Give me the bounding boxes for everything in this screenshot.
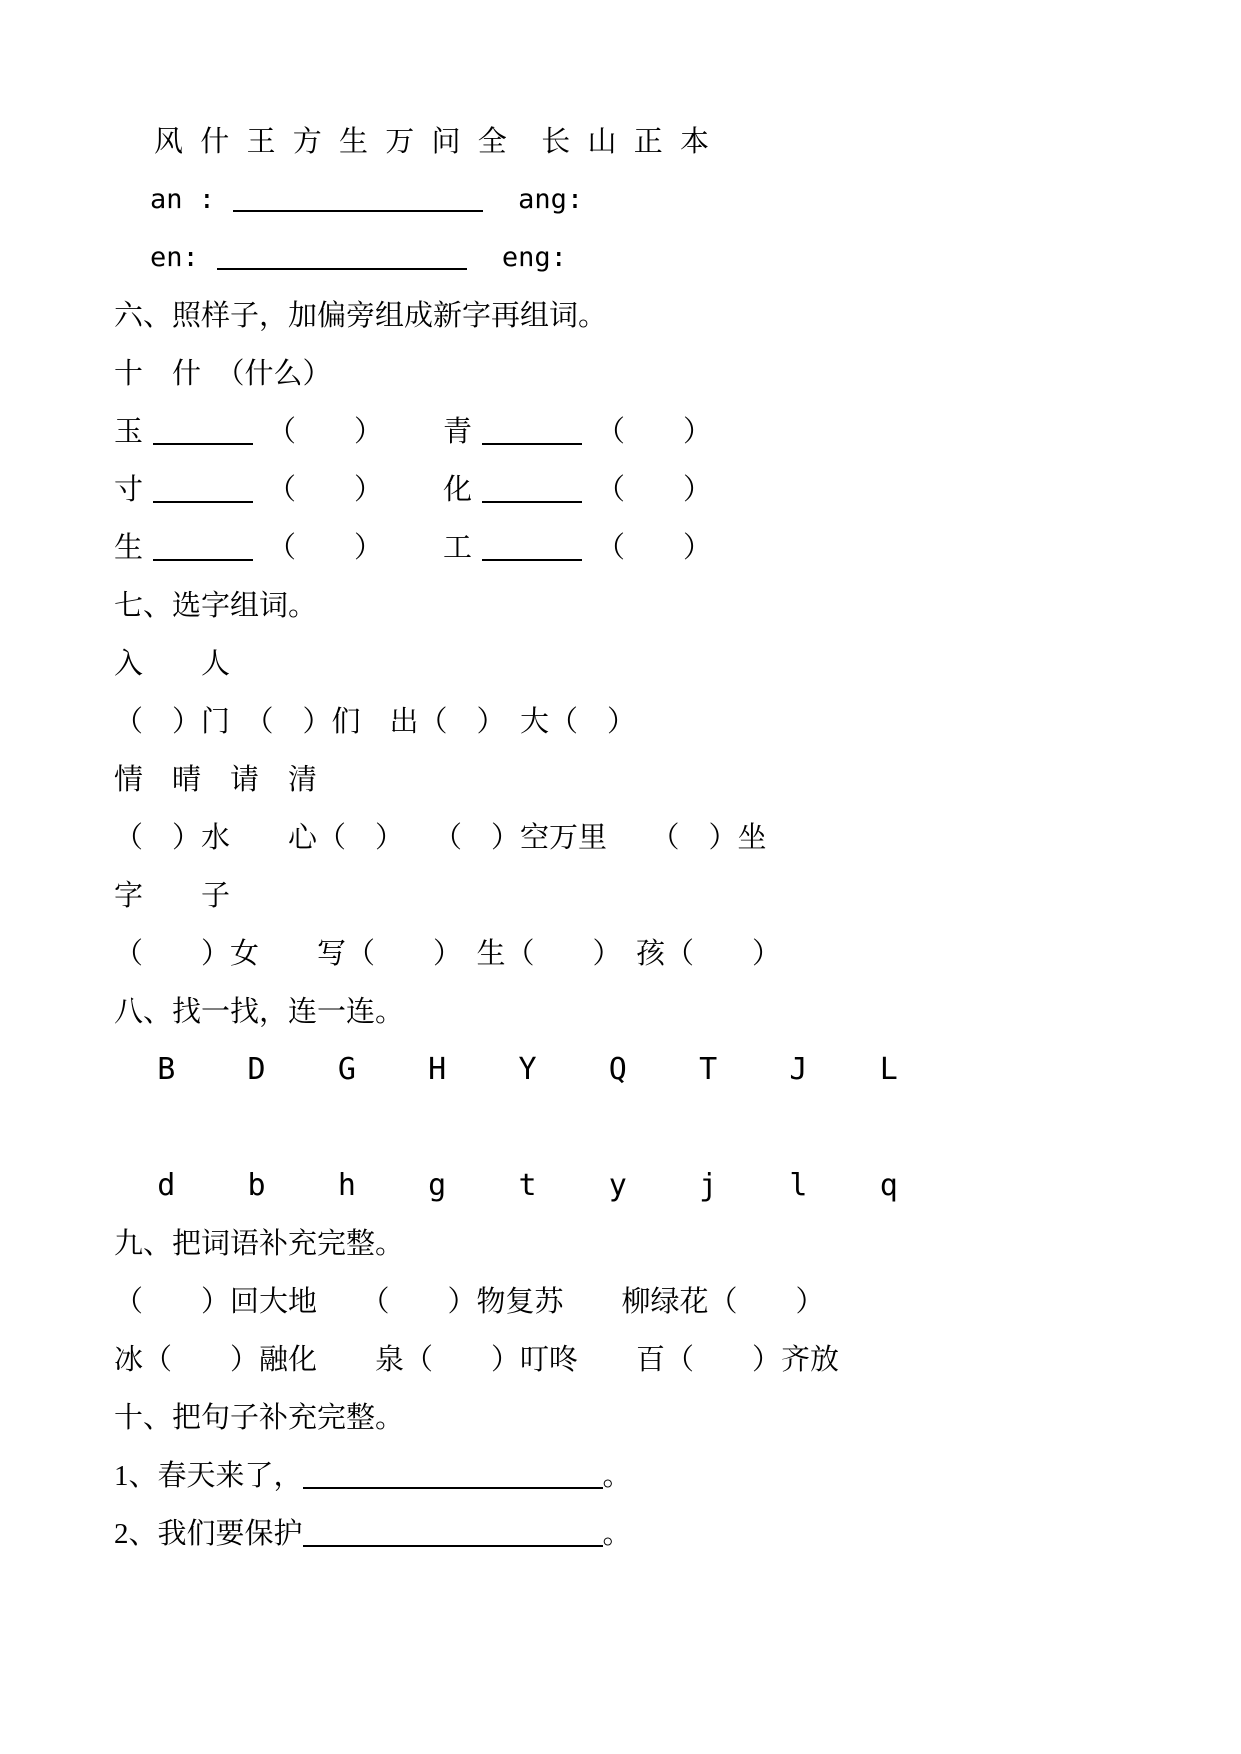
word-parens: （ ）: [267, 416, 384, 448]
choice-chars: 情 晴 请 清: [114, 764, 318, 796]
base-char: 玉: [114, 416, 144, 448]
idiom-row: 冰（ ）融化 泉（ ）叮咚 百（ ）齐放: [114, 1344, 840, 1376]
new-char-blank: [153, 557, 253, 561]
base-char: 工: [443, 532, 473, 564]
an-label: an :: [150, 184, 216, 215]
new-char-blank: [482, 441, 582, 445]
answer-line: （ ）门 （ ）们 出（ ） 大（ ）: [114, 706, 637, 738]
section7-group3-line: [85, 867, 1181, 970]
new-char-blank: [153, 499, 253, 503]
section9-title-text: 九、把词语补充完整。: [114, 1228, 405, 1260]
period: 。: [602, 1460, 632, 1492]
lowercase-letters-row: [85, 1099, 1181, 1203]
lowercase-letters: d b h g t y j l q: [157, 1168, 898, 1203]
section7-group1-line: [85, 635, 1181, 738]
section6-title-text: 六、照样子，加偏旁组成新字再组词。: [114, 300, 608, 332]
new-char-blank: [153, 441, 253, 445]
en-label: en:: [150, 242, 199, 273]
section8-title-text: 八、找一找，连一连。: [114, 996, 405, 1028]
new-char-blank: [482, 499, 582, 503]
ang-label: ang:: [518, 184, 584, 215]
idiom-row: （ ）回大地 （ ）物复苏 柳绿花（ ）: [114, 1286, 825, 1318]
base-char: 寸: [114, 474, 144, 506]
choice-chars: 字 子: [114, 880, 231, 912]
sentence-prefix: 2、我们要保护: [114, 1518, 303, 1550]
uppercase-letters: B D G H Y Q T J L: [157, 1052, 898, 1087]
sentence-prefix: 1、春天来了，: [114, 1460, 303, 1492]
section7-title-text: 七、选字组词。: [114, 590, 318, 622]
word-parens: （ ）: [267, 474, 384, 506]
answer-line: （ ）水 心（ ） （ ）空万里 （ ）坐: [114, 822, 767, 854]
hanzi-bank-row: [85, 55, 1181, 158]
new-char-blank: [482, 557, 582, 561]
base-char: 生: [114, 532, 144, 564]
word-parens: （ ）: [596, 416, 713, 448]
period: 。: [602, 1518, 632, 1550]
hanzi-bank-text: 风 什 王 方 生 万 问 全 长 山 正 本: [154, 126, 710, 158]
answer-line: （ ）女 写（ ） 生（ ） 孩（ ）: [114, 938, 782, 970]
section6-example-text: 十 什 （什么）: [114, 358, 332, 390]
section10-title-text: 十、把句子补充完整。: [114, 1402, 405, 1434]
eng-label: eng:: [501, 242, 567, 273]
choice-chars: 入 人: [114, 648, 231, 680]
word-parens: （ ）: [596, 532, 713, 564]
sentence-fill-blank: [303, 1543, 603, 1547]
word-parens: （ ）: [596, 474, 713, 506]
base-char: 化: [443, 474, 473, 506]
base-char: 青: [443, 416, 473, 448]
word-parens: （ ）: [267, 532, 384, 564]
sentence-fill-blank: [303, 1485, 603, 1489]
an-fill-blank: [233, 208, 483, 212]
en-fill-blank: [217, 266, 467, 270]
